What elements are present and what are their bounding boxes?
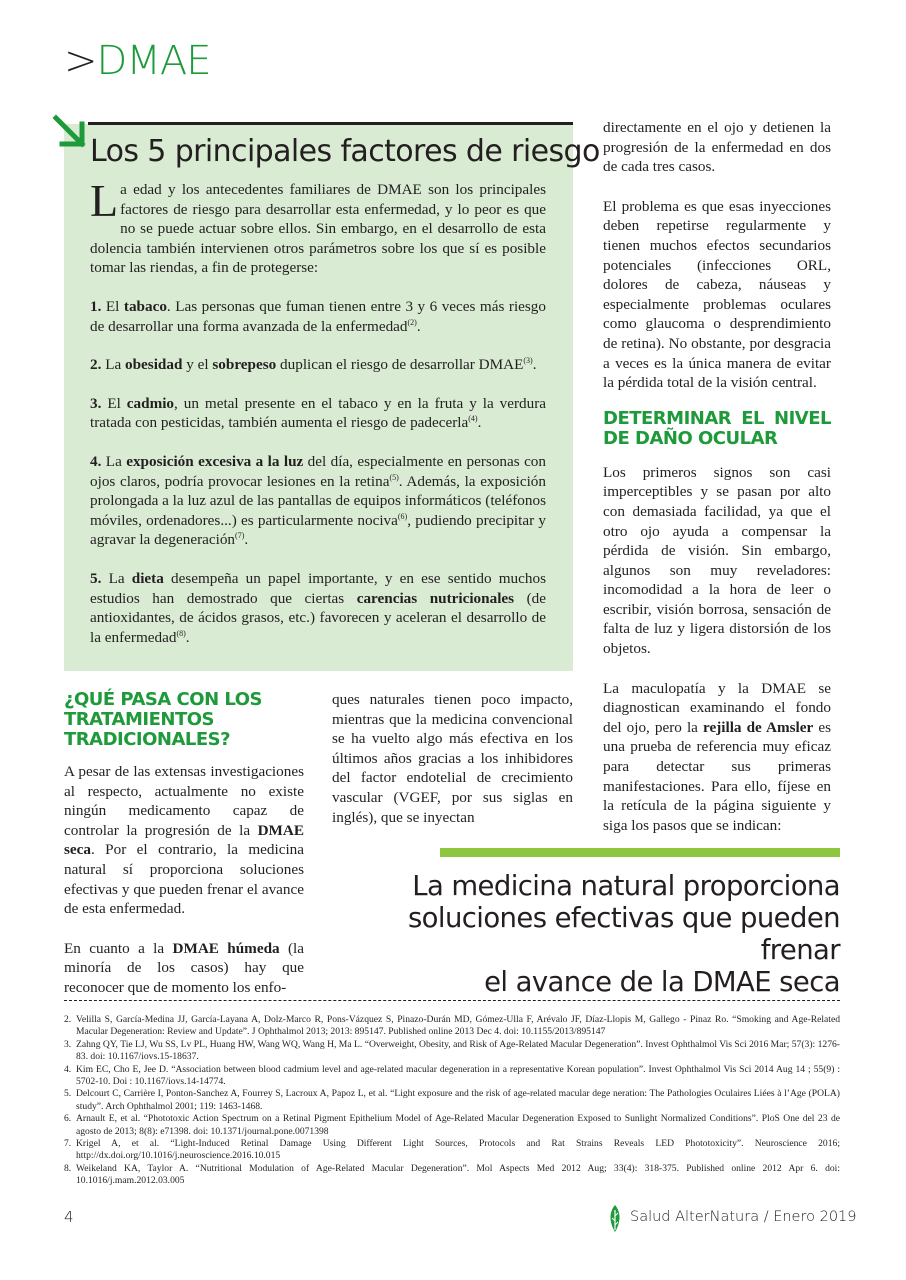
footnotes-divider xyxy=(64,1000,840,1001)
box-body xyxy=(90,175,547,666)
box-top-rule xyxy=(88,122,573,125)
box-title: Los 5 principales factores de riesgo xyxy=(90,134,600,169)
column-2 xyxy=(332,690,573,847)
leaf-logo-icon xyxy=(608,1204,622,1234)
pull-quote-line-2: soluciones efectivas que pueden frenar xyxy=(407,902,840,966)
risk-factor-1: 1. El tabaco. Las personas que fuman tienen entre 3 y 6 veces más riesgo de desarrollar una forma avanzada de la enfermedad$^{(2)}$. xyxy=(90,297,546,335)
column-1 xyxy=(64,762,304,1018)
risk-factor-3: 3. El cadmio, un metal presente en el tabaco y en la fruta y la verdura tratada con pesticidas, también aumenta el riesgo de padecerla$^{(4)}$. xyxy=(90,394,547,432)
pull-quote-line-1: La medicina natural proporciona xyxy=(412,870,840,902)
footnote-item: 6. Arnault E, et al. “Phototoxic Action Spectrum on a Retinal Pigment Epithelium Model of Age-Related Macular Degeneration Exposed to Sunlight Normalized Conditions”. PloS One del 23 de agosto de 2013; 8(8): e71398. doi: 10.1371/journal.pone.0071398 xyxy=(64,1113,840,1137)
risk-factor-2: 2. La obesidad y el sobrepeso duplican el riesgo de desarrollar DMAE$^{(3)}$. xyxy=(90,356,537,374)
footnote-item: 8. Weikeland KA, Taylor A. “Nutritional Modulation of Age-Related Macular Degeneration”. Mol Aspects Med 2012 Aug; 33(4): 318-375. Published online 2012 Apr 6. doi: 10.1016/j.mam.2012.03.005 xyxy=(64,1162,840,1187)
publication-brand: Salud AlterNatura / Enero 2019 xyxy=(630,1209,857,1225)
col1-paragraph-1: A pesar de las extensas investigaciones al respecto, actualmente no existe ningún medicamento capaz de controlar la progresión de la DMAE seca. Por el contrario, la medicina natural sí proporciona soluciones efectivas y que pueden frenar el avance de esta enfermedad. xyxy=(64,763,304,918)
drop-cap: L xyxy=(90,175,119,226)
page-number: 4 xyxy=(64,1208,74,1226)
section-title: DMAE xyxy=(96,38,211,84)
col3-paragraph-1: directamente en el ojo y detienen la progresión de la enfermedad en dos de cada tres casos. xyxy=(603,119,831,176)
footnote-item: 3. Zahng QY, Tie LJ, Wu SS, Lv PL, Huang HW, Wang WQ, Wang H, Ma L. “Overweight, Obesity, and Risk of Age-Related Macular Degeneration”. Invest Ophthalmol Vis Sci 2016 Mar; 57(3): 1276-83. doi: 10.1167/iovs.15-18637. xyxy=(64,1038,840,1063)
footnote-item: 5. Delcourt C, Carrière I, Ponton-Sanchez A, Fourrey S, Lacroux A, Papoz L, et al. “Light exposure and the risk of age-related macular dege neration: The Pathologies Oculaires Liées à l’Age (POLA) study”. Arch Ophthalmol 2001; 119: 1463-1468. xyxy=(64,1088,840,1112)
section-tag xyxy=(64,38,210,84)
footnotes xyxy=(64,1014,840,1188)
pull-quote xyxy=(360,870,840,998)
box-intro: La edad y los antecedentes familiares de DMAE son los principales factores de riesgo para desarrollar esta enfermedad, y lo peor es que no se puede actuar sobre ellos. Sin embargo, en el desarrollo de esta dolencia también intervienen otros parámetros sobre los que sí es posible tomar las riendas, a fin de protegerse: xyxy=(90,175,546,277)
section-prefix: > xyxy=(64,38,97,84)
col2-paragraph-1: ques naturales tienen poco impacto, mientras que la medicina convencional se ha vuelto algo más efectiva en los últimos años gracias a los inhibidores del factor endotelial de crecimiento vascular (VGEF, por sus siglas en inglés), que se inyectan xyxy=(332,691,573,826)
col3-paragraph-2: El problema es que esas inyecciones deben repetirse regularmente y tienen muchos efectos secundarios potenciales (infecciones ORL, dolores de cabeza, náuseas y especialmente problemas oculares como glaucoma o desprendimiento de retina). No obstante, por desgracia a veces es la única manera de evitar la pérdida total de la visión central. xyxy=(603,197,831,392)
pull-quote-line-3: el avance de la DMAE seca xyxy=(484,966,840,998)
footnote-item: 7. Krigel A, et al. “Light-Induced Retinal Damage Using Different Light Sources, Protocols and Rat Strains Reveals LED Phototoxicity”. Neuroscience 2016; http://dx.doi.org/10.1016/j.neuroscience.2016.10.015 xyxy=(64,1138,840,1162)
footnote-item: 2. Velilla S, García-Medina JJ, García-Layana A, Dolz-Marco R, Pons-Vázquez S, Pinazo-Durán MD, Gómez-Ulla F, Arévalo JF, Díaz-Llopis M, Gallego - Pinaz Ro. “Smoking and Age-Related Macular Degeneration: Review and Update”. J Ophthalmol 2013; 2013: 895147. Published online 2013 Dec 4. doi: 10.1155/2013/895147 xyxy=(64,1014,840,1038)
col1-paragraph-2: En cuanto a la DMAE húmeda (la minoría de los casos) hay que reconocer que de momento los enfo- xyxy=(64,939,304,996)
col3-paragraph-4: La maculopatía y la DMAE se diagnostican examinando el fondo del ojo, pero la rejilla de Amsler es una prueba de referencia muy eficaz para detectar sus primeras manifestaciones. Para ello, fíjese en la retícula de la página siguiente y siga los pasos que se indican: xyxy=(603,679,831,834)
footnote-item: 4. Kim EC, Cho E, Jee D. “Association between blood cadmium level and age-related macular degeneration in a representative Korean population”. Invest Ophthalmol Vis Sci 2014 Aug 14 ; 55(9) : 5702-10. Doi : 10.1167/iovs.14-14774. xyxy=(64,1063,840,1088)
risk-factor-5: 5. La dieta desempeña un papel importante, y en ese sentido muchos estudios han demostrado que ciertas carencias nutricionales (de antioxidantes, de ácidos grasos, etc.) favorecen y aceleran el desarrollo de la enfermedad$^{(8)}$. xyxy=(90,569,546,646)
arrow-down-right-icon xyxy=(48,110,92,154)
traditional-treatments-heading: ¿QUÉ PASA CON LOS TRATAMIENTOS TRADICIONALES? xyxy=(64,689,262,750)
risk-factor-4: 4. La exposición excesiva a la luz del día, especialmente en personas con ojos claros, podría provocar lesiones en la retina$^{(5)}$. Además, la exposición prolongada a la luz azul de las pantallas de equipos informáticos (teléfonos móviles, ordenadores...) es particularmente nociva$^{(6)}$, pudiendo precipitar y agravar la degeneración$^{(7)}$. xyxy=(90,452,546,549)
col3-paragraph-3: Los primeros signos son casi imperceptibles y se pasan por alto con demasiada facilidad, ya que el otro ojo ayuda a compensar la pérdida de visión. Sin embargo, algunos son muy reveladores: incomodidad a la hora de leer o escribir, visión borrosa, sensación de falta de luz y ligera distorsión de los objetos. xyxy=(603,463,831,658)
column-3 xyxy=(603,118,831,855)
pull-quote-bar xyxy=(440,848,840,857)
eye-damage-heading: DETERMINAR EL NIVEL DE DAÑO OCULAR xyxy=(603,407,831,449)
